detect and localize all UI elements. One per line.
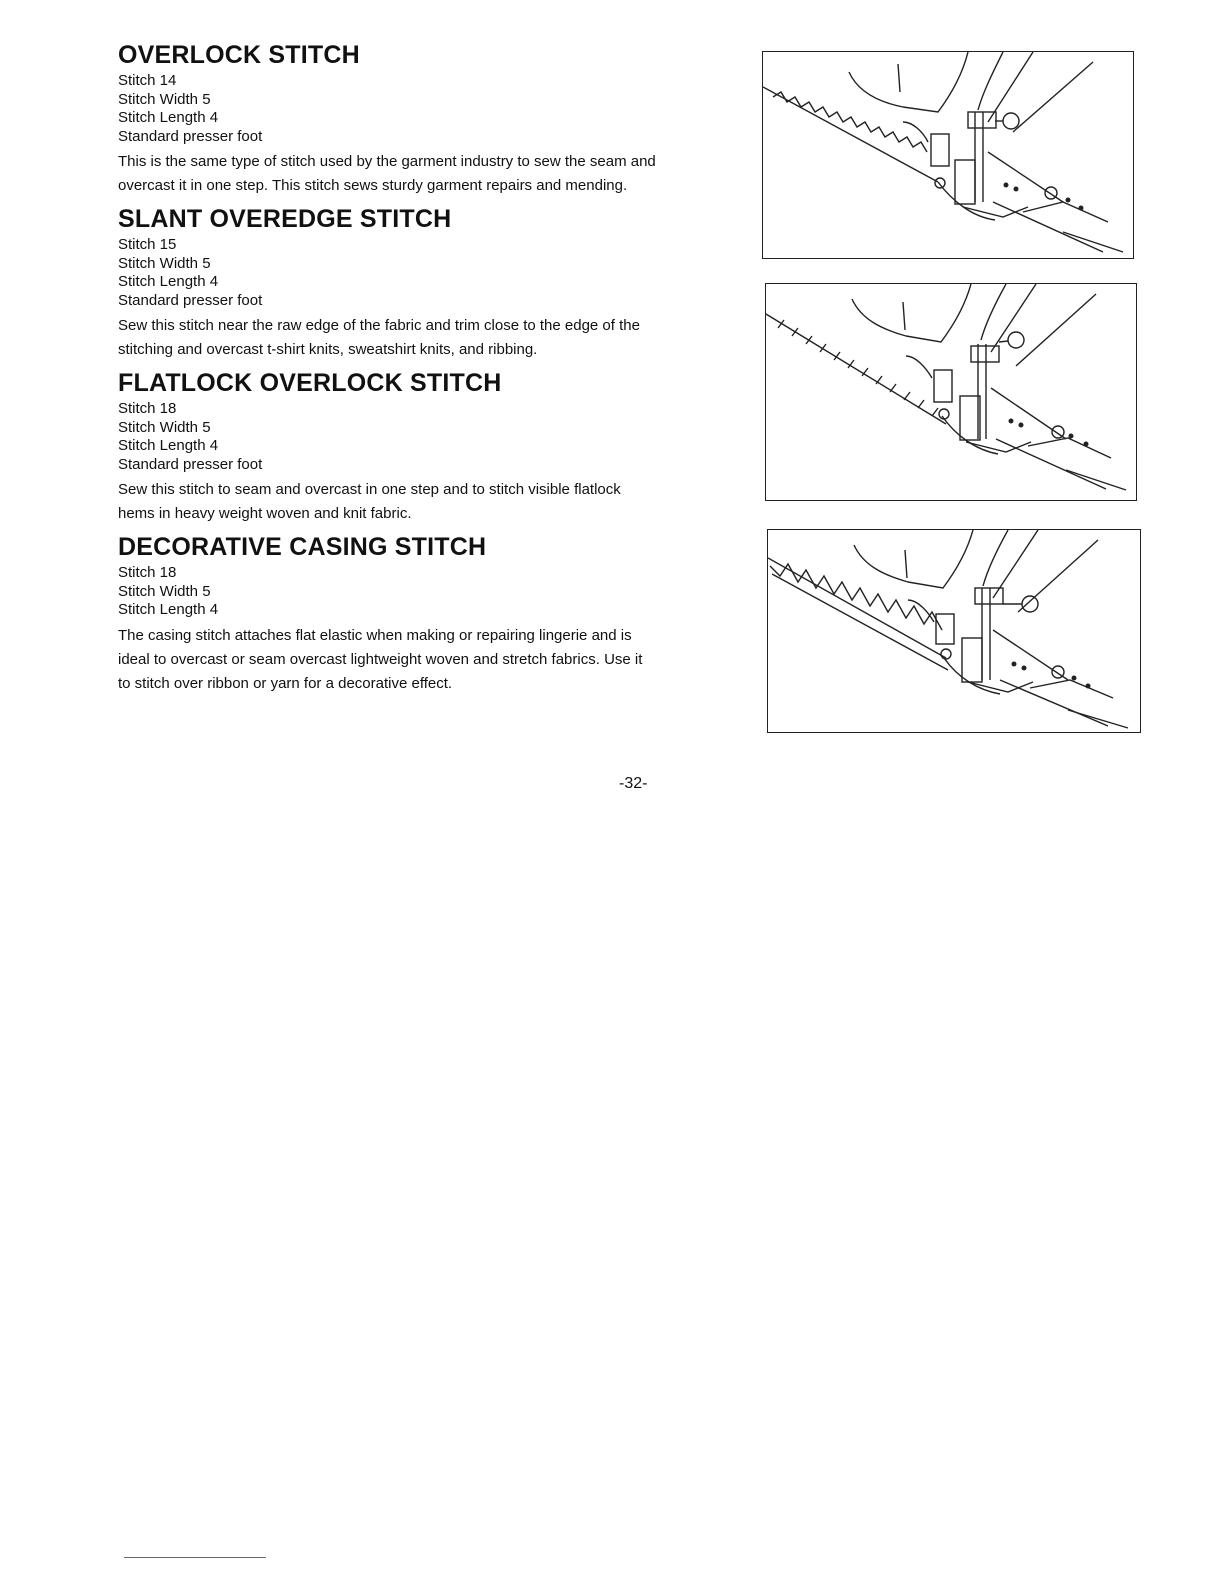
- spec-length: Stitch Length 4: [118, 273, 219, 290]
- section-description: Sew this stitch near the raw edge of the fabric and trim close to the edge of the stitching and overcast t-shirt knits, sweatshirt knits, and ribbing.: [118, 317, 640, 358]
- spec-stitch: Stitch 15: [118, 236, 177, 253]
- spec-length: Stitch Length 4: [118, 601, 219, 618]
- spec-foot: Standard presser foot: [118, 291, 263, 309]
- section-slant-overedge: [118, 204, 658, 362]
- overlock-stitch-illustration: [762, 51, 1134, 259]
- section-flatlock-overlock: [118, 368, 658, 526]
- page-number: -32-: [619, 775, 648, 792]
- footer-divider: [124, 1557, 266, 1558]
- spec-foot: Standard presser foot: [118, 127, 263, 145]
- spec-stitch: Stitch 18: [118, 400, 177, 417]
- section-title: FLATLOCK OVERLOCK STITCH: [118, 369, 502, 397]
- section-overlock: [118, 40, 658, 198]
- spec-length: Stitch Length 4: [118, 437, 219, 454]
- section-title: OVERLOCK STITCH: [118, 41, 360, 69]
- spec-width: Stitch Width 5: [118, 90, 211, 108]
- section-description: The casing stitch attaches flat elastic when making or repairing lingerie and is ideal to overcast or seam overcast lightweight woven and stretch fabrics. Use it to stitch over ribbon or yarn for a decorative effect.: [118, 626, 643, 692]
- spec-stitch: Stitch 14: [118, 72, 177, 89]
- spec-foot: Standard presser foot: [118, 455, 263, 473]
- section-description: This is the same type of stitch used by the garment industry to sew the seam and overcast it in one step. This stitch sews sturdy garment repairs and mending.: [118, 153, 656, 194]
- section-description: Sew this stitch to seam and overcast in one step and to stitch visible flatlock hems in heavy weight woven and knit fabric.: [118, 481, 621, 522]
- section-title: SLANT OVEREDGE STITCH: [118, 205, 452, 233]
- spec-width: Stitch Width 5: [118, 582, 211, 600]
- section-title: DECORATIVE CASING STITCH: [118, 533, 487, 561]
- slant-overedge-stitch-illustration: [765, 283, 1137, 501]
- instruction-column: [118, 40, 658, 702]
- spec-width: Stitch Width 5: [118, 254, 211, 272]
- section-decorative-casing: [118, 532, 658, 696]
- decorative-casing-stitch-illustration: [767, 529, 1141, 733]
- spec-length: Stitch Length 4: [118, 109, 219, 126]
- spec-stitch: Stitch 18: [118, 564, 177, 581]
- spec-width: Stitch Width 5: [118, 418, 211, 436]
